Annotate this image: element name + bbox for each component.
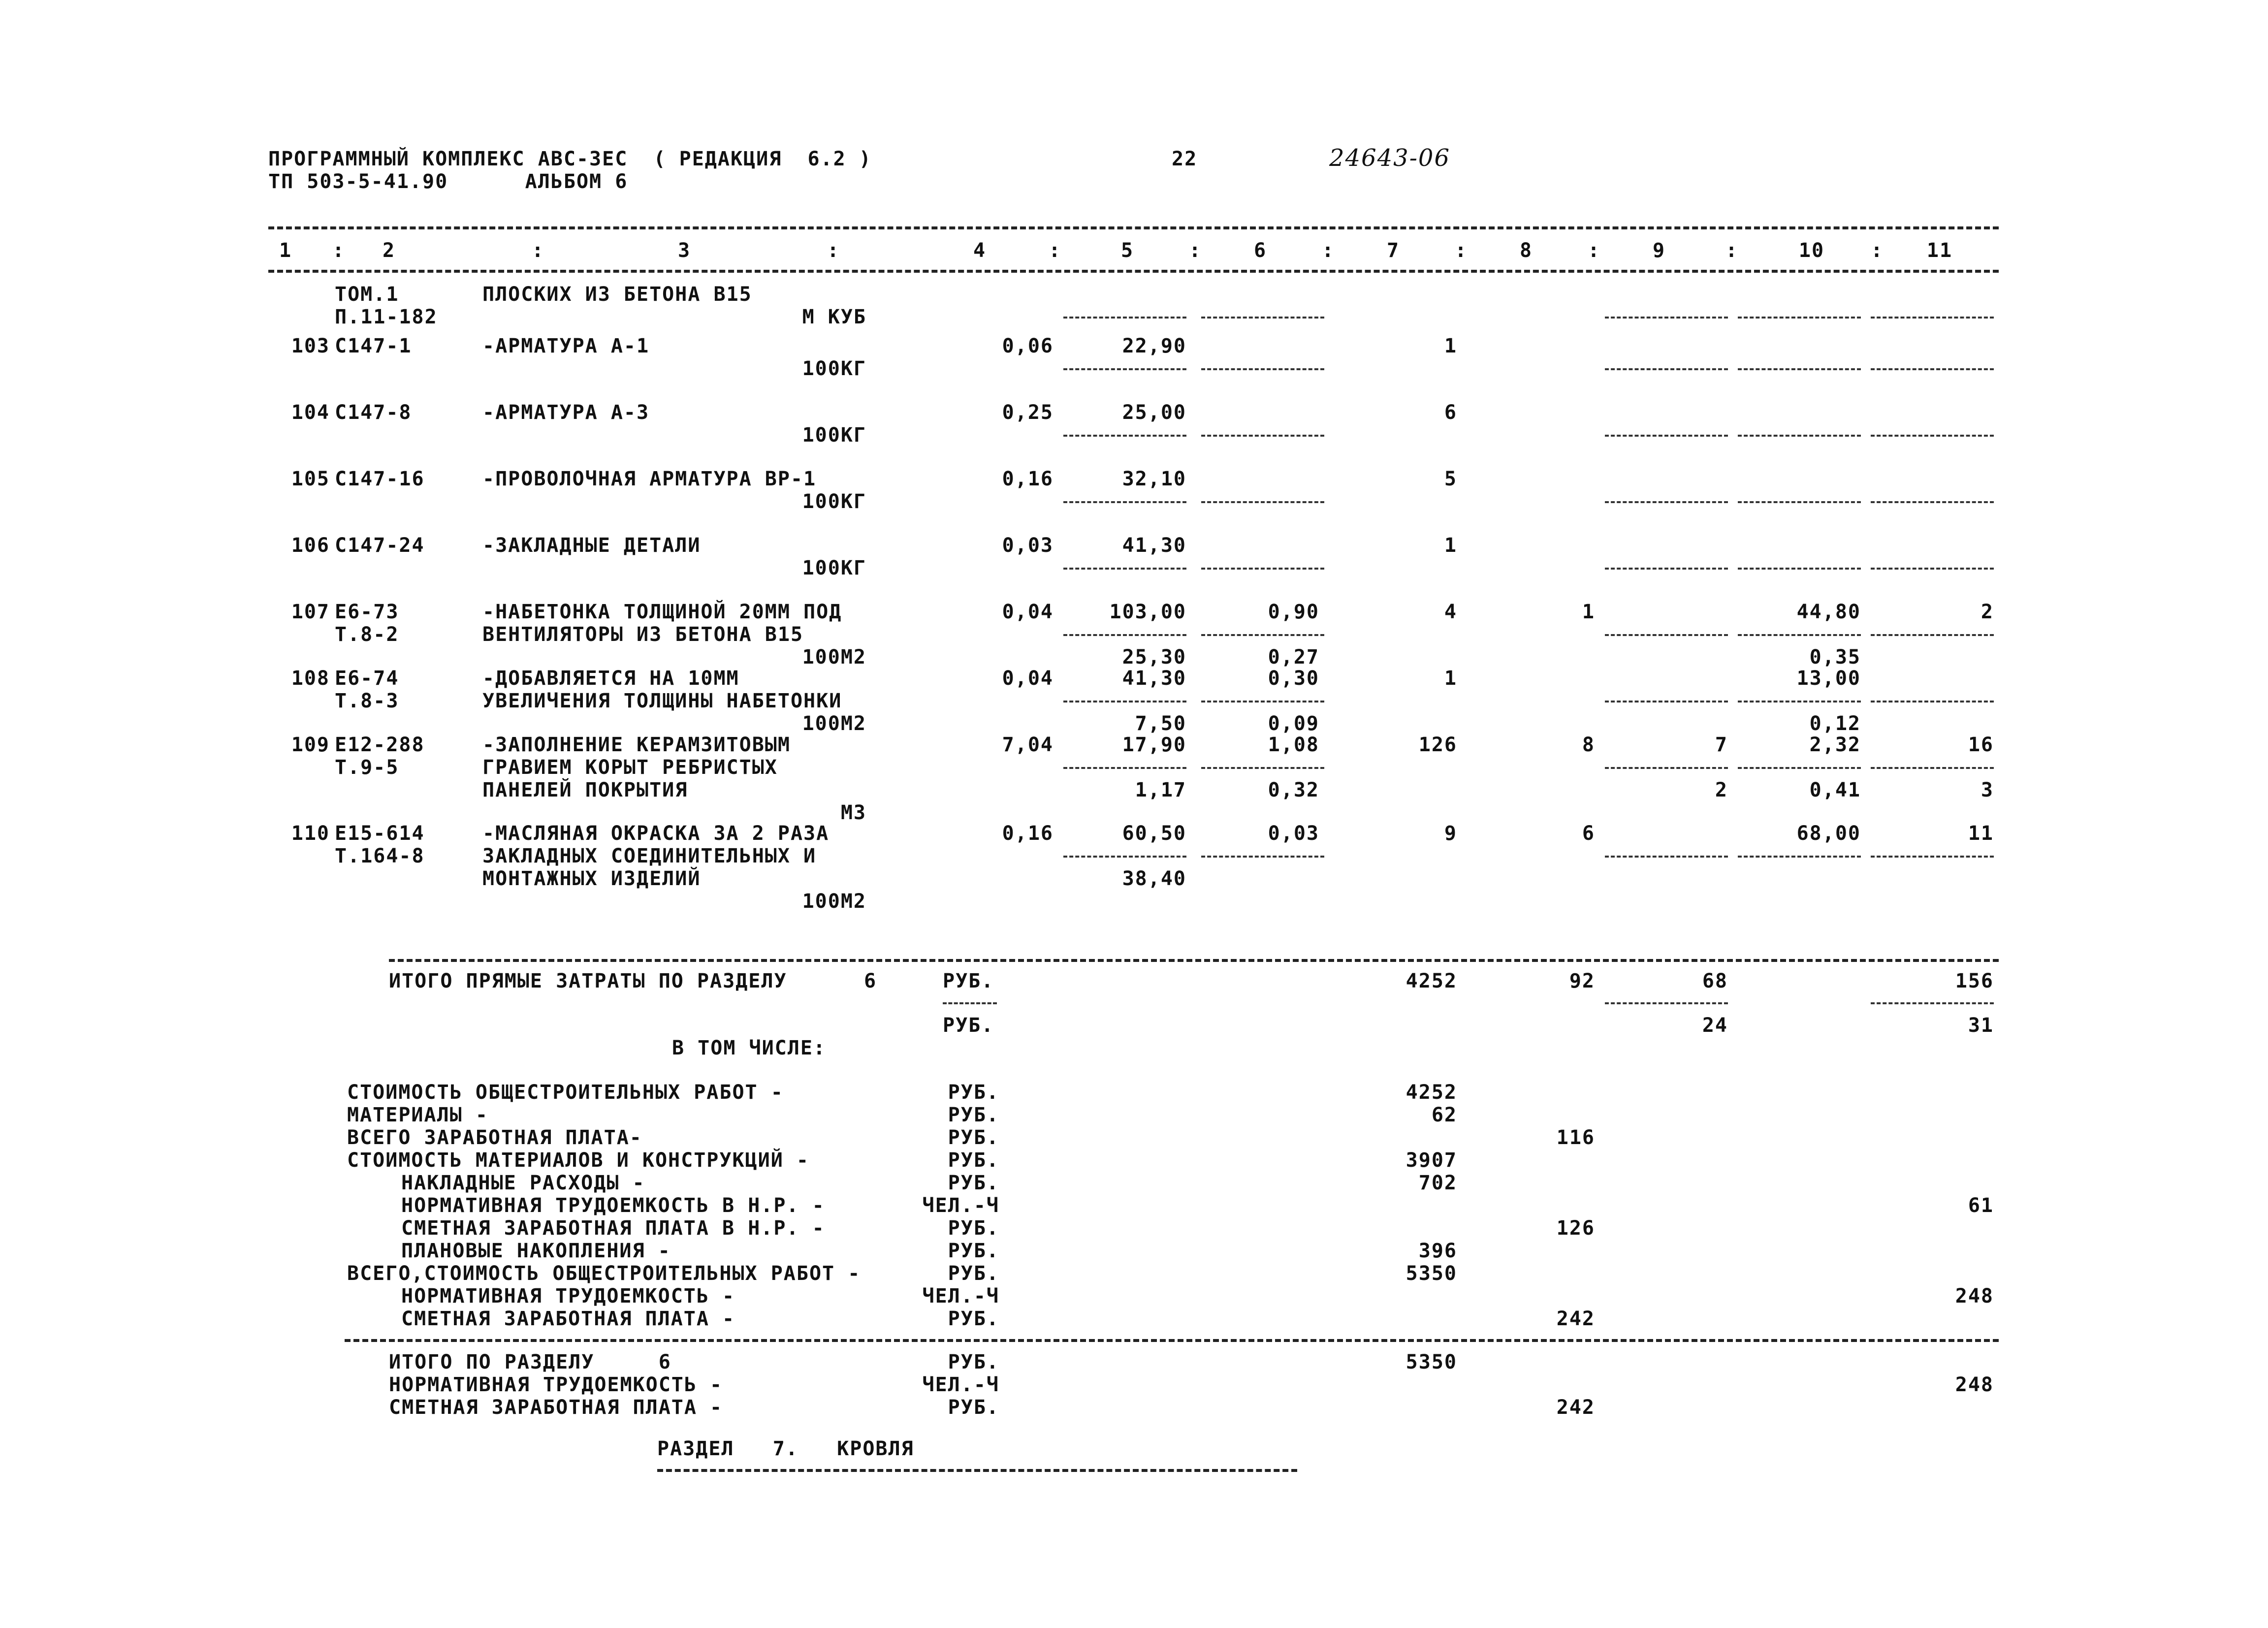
unit-cost: 17,90 xyxy=(1122,734,1186,756)
labor-total: 11 xyxy=(1968,822,1994,845)
total-cost: 1 xyxy=(1444,667,1457,690)
direct-costs-col7: 4252 xyxy=(1406,970,1457,992)
summary-col7: 5350 xyxy=(1406,1262,1457,1285)
row-number: 108 xyxy=(291,667,330,690)
quantity: 0,16 xyxy=(1002,822,1054,845)
total-cost: 1 xyxy=(1444,335,1457,357)
unit-cost: 41,30 xyxy=(1122,534,1186,557)
work-description: -ЗАКЛАДНЫЕ ДЕТАЛИ xyxy=(482,534,701,557)
summary-col8: 242 xyxy=(1556,1308,1595,1330)
summary-label: СТОИМОСТЬ МАТЕРИАЛОВ И КОНСТРУКЦИЙ - xyxy=(347,1149,809,1172)
cell-split-line xyxy=(1063,767,1186,769)
cell-split-line xyxy=(1871,634,1994,636)
summary-label: СМЕТНАЯ ЗАРАБОТНАЯ ПЛАТА - xyxy=(401,1308,735,1330)
unit-of-measure: 100КГ xyxy=(802,557,866,579)
wages-total: 1 xyxy=(1582,601,1595,623)
norm-code: Е6-73 xyxy=(335,601,399,623)
column-separator: : xyxy=(1455,239,1468,262)
machine-cost-wages: 0,27 xyxy=(1268,646,1319,669)
wages-total: 6 xyxy=(1582,822,1595,845)
column-separator: : xyxy=(1871,239,1884,262)
page-number: 22 xyxy=(1172,148,1198,170)
cell-split-line xyxy=(1063,701,1186,702)
summary-label: ПЛАНОВЫЕ НАКОПЛЕНИЯ - xyxy=(401,1240,671,1262)
column-number: 10 xyxy=(1798,239,1825,262)
column-separator: : xyxy=(827,239,840,262)
cell-split-line xyxy=(1063,634,1186,636)
summary-unit: ЧЕЛ.-Ч xyxy=(922,1194,999,1217)
norm-code: Е6-74 xyxy=(335,667,399,690)
machine-cost: 0,90 xyxy=(1268,601,1319,623)
summary-col11: 248 xyxy=(1955,1285,1994,1308)
machine-cost: 0,03 xyxy=(1268,822,1319,845)
labor-total: 16 xyxy=(1968,734,1994,756)
work-description: -НАБЕТОНКА ТОЛЩИНОЙ 20ММ ПОД xyxy=(482,601,842,623)
summary-unit: РУБ. xyxy=(948,1172,999,1194)
summary-unit: ЧЕЛ.-Ч xyxy=(922,1285,999,1308)
summary-unit: РУБ. xyxy=(948,1149,999,1172)
summary-label: НАКЛАДНЫЕ РАСХОДЫ - xyxy=(401,1172,645,1194)
column-separator: : xyxy=(1189,239,1202,262)
cell-split-line xyxy=(1201,435,1324,437)
work-description: ПАНЕЛЕЙ ПОКРЫТИЯ xyxy=(482,779,688,801)
work-description: -АРМАТУРА А-3 xyxy=(482,401,650,424)
cell-split-line xyxy=(1063,317,1186,319)
column-number: 1 xyxy=(279,239,292,262)
norm-code: С147-1 xyxy=(335,335,412,357)
operating-wages: 2 xyxy=(1715,779,1728,801)
sub-col11: 31 xyxy=(1968,1014,1994,1037)
work-description: -ПРОВОЛОЧНАЯ АРМАТУРА ВР-1 xyxy=(482,468,817,490)
cell-split-line xyxy=(1605,568,1728,570)
totals-top-rule xyxy=(389,959,1999,962)
column-number: 11 xyxy=(1926,239,1953,262)
column-number: 2 xyxy=(382,239,396,262)
norm-table-ref: Т.8-3 xyxy=(335,690,399,712)
unit-cost: 25,00 xyxy=(1122,401,1186,424)
norm-code: Е15-614 xyxy=(335,822,425,845)
column-number: 7 xyxy=(1386,239,1400,262)
unit-cost-wages: 7,50 xyxy=(1135,712,1186,735)
summary-label: ВСЕГО ЗАРАБОТНАЯ ПЛАТА- xyxy=(347,1126,642,1149)
project-header: ТП 503-5-41.90 АЛЬБОМ 6 xyxy=(268,170,628,193)
cell-split-line xyxy=(1738,501,1861,503)
cell-split-line xyxy=(1201,368,1324,370)
next-section-underline xyxy=(657,1469,1297,1472)
labor-total: 2 xyxy=(1981,601,1994,623)
cell-split-line xyxy=(1201,856,1324,858)
column-number: 6 xyxy=(1253,239,1267,262)
summary-label: НОРМАТИВНАЯ ТРУДОЕМКОСТЬ - xyxy=(401,1285,735,1308)
labor-unit: 13,00 xyxy=(1796,667,1861,690)
norm-table-ref: Т.8-2 xyxy=(335,623,399,646)
col9-dash-bar xyxy=(1605,1002,1728,1004)
row-number: 107 xyxy=(291,601,330,623)
cell-split-line xyxy=(1605,435,1728,437)
cell-split-line xyxy=(1871,435,1994,437)
col11-dash-bar xyxy=(1871,1002,1994,1004)
column-number: 5 xyxy=(1120,239,1134,262)
row-number: 105 xyxy=(291,468,330,490)
cell-split-line xyxy=(1605,634,1728,636)
sub-unit: РУБ. xyxy=(943,1014,994,1037)
section-total-col8: 242 xyxy=(1556,1396,1595,1419)
section-total-col11: 248 xyxy=(1955,1373,1994,1396)
cell-split-line xyxy=(1063,501,1186,503)
norm-code: ТОМ.1 xyxy=(335,283,399,306)
quantity: 0,04 xyxy=(1002,667,1054,690)
labor-unit-machine: 0,41 xyxy=(1809,779,1861,801)
cell-split-line xyxy=(1201,767,1324,769)
total-cost: 1 xyxy=(1444,534,1457,557)
cell-split-line xyxy=(1871,501,1994,503)
row-number: 104 xyxy=(291,401,330,424)
cell-split-line xyxy=(1738,634,1861,636)
unit-of-measure: 100М2 xyxy=(802,712,866,735)
cell-split-line xyxy=(1738,568,1861,570)
summary-unit: РУБ. xyxy=(948,1217,999,1240)
unit-cost-wages: 25,30 xyxy=(1122,646,1186,669)
cell-split-line xyxy=(1201,317,1324,319)
wages-total: 8 xyxy=(1582,734,1595,756)
labor-unit-machine: 0,12 xyxy=(1809,712,1861,735)
cell-split-line xyxy=(1063,568,1186,570)
norm-code: С147-24 xyxy=(335,534,425,557)
total-cost: 4 xyxy=(1444,601,1457,623)
unit-dash-bar xyxy=(943,1002,997,1004)
quantity: 0,04 xyxy=(1002,601,1054,623)
labor-unit: 68,00 xyxy=(1796,822,1861,845)
summary-col11: 61 xyxy=(1968,1194,1994,1217)
cell-split-line xyxy=(1738,368,1861,370)
including-label: В ТОМ ЧИСЛЕ: xyxy=(672,1037,826,1059)
cell-split-line xyxy=(1738,856,1861,858)
direct-costs-label: ИТОГО ПРЯМЫЕ ЗАТРАТЫ ПО РАЗДЕЛУ 6 xyxy=(389,970,877,992)
unit-cost: 41,30 xyxy=(1122,667,1186,690)
cell-split-line xyxy=(1201,634,1324,636)
column-number: 9 xyxy=(1652,239,1666,262)
unit-cost: 22,90 xyxy=(1122,335,1186,357)
direct-costs-unit: РУБ. xyxy=(943,970,994,992)
column-number: 3 xyxy=(677,239,691,262)
work-description: -ЗАПОЛНЕНИЕ КЕРАМЗИТОВЫМ xyxy=(482,734,791,756)
summary-unit: РУБ. xyxy=(948,1262,999,1285)
unit-cost: 32,10 xyxy=(1122,468,1186,490)
work-description: -ДОБАВЛЯЕТСЯ НА 10ММ xyxy=(482,667,739,690)
column-separator: : xyxy=(332,239,346,262)
summary-col7: 62 xyxy=(1431,1104,1457,1126)
cell-split-line xyxy=(1605,317,1728,319)
section-total-label: СМЕТНАЯ ЗАРАБОТНАЯ ПЛАТА - xyxy=(389,1396,723,1419)
cell-split-line xyxy=(1063,368,1186,370)
unit-of-measure: 100М2 xyxy=(802,646,866,669)
unit-cost: 60,50 xyxy=(1122,822,1186,845)
quantity: 0,16 xyxy=(1002,468,1054,490)
machine-cost-wages: 0,32 xyxy=(1268,779,1319,801)
summary-unit: РУБ. xyxy=(948,1126,999,1149)
work-description: ВЕНТИЛЯТОРЫ ИЗ БЕТОНА В15 xyxy=(482,623,804,646)
norm-code: Е12-288 xyxy=(335,734,425,756)
cell-split-line xyxy=(1871,701,1994,702)
labor-unit: 2,32 xyxy=(1809,734,1861,756)
cell-split-line xyxy=(1738,701,1861,702)
work-description: ГРАВИЕМ КОРЫТ РЕБРИСТЫХ xyxy=(482,756,778,779)
summary-unit: РУБ. xyxy=(948,1308,999,1330)
quantity: 7,04 xyxy=(1002,734,1054,756)
cell-split-line xyxy=(1605,767,1728,769)
work-description: МОНТАЖНЫХ ИЗДЕЛИЙ xyxy=(482,867,701,890)
unit-of-measure: 100КГ xyxy=(802,424,866,447)
cell-split-line xyxy=(1871,317,1994,319)
program-header: ПРОГРАММНЫЙ КОМПЛЕКС АВС-3ЕС ( РЕДАКЦИЯ 6.2 ) xyxy=(268,148,872,170)
section-totals-rule xyxy=(345,1339,1999,1342)
summary-label: ВСЕГО,СТОИМОСТЬ ОБЩЕСТРОИТЕЛЬНЫХ РАБОТ - xyxy=(347,1262,861,1285)
norm-table-ref: Т.164-8 xyxy=(335,845,425,867)
work-description: -МАСЛЯНАЯ ОКРАСКА ЗА 2 РАЗА xyxy=(482,822,830,845)
unit-of-measure: М3 xyxy=(840,801,866,824)
sub-col9: 24 xyxy=(1702,1014,1728,1037)
cell-split-line xyxy=(1063,435,1186,437)
summary-unit: РУБ. xyxy=(948,1240,999,1262)
labor-total-machine: 3 xyxy=(1981,779,1994,801)
column-number: 8 xyxy=(1519,239,1533,262)
operating-cost: 7 xyxy=(1715,734,1728,756)
unit-cost: 103,00 xyxy=(1109,601,1186,623)
cell-split-line xyxy=(1871,568,1994,570)
row-number: 109 xyxy=(291,734,330,756)
norm-table-ref: П.11-182 xyxy=(335,306,438,328)
quantity: 0,06 xyxy=(1002,335,1054,357)
labor-unit: 44,80 xyxy=(1796,601,1861,623)
cell-split-line xyxy=(1605,368,1728,370)
next-section-title: РАЗДЕЛ 7. КРОВЛЯ xyxy=(657,1437,914,1460)
summary-label: СМЕТНАЯ ЗАРАБОТНАЯ ПЛАТА В Н.Р. - xyxy=(401,1217,825,1240)
column-separator: : xyxy=(1322,239,1335,262)
direct-costs-col9: 68 xyxy=(1702,970,1728,992)
quantity: 0,03 xyxy=(1002,534,1054,557)
norm-table-ref: Т.9-5 xyxy=(335,756,399,779)
summary-col7: 702 xyxy=(1418,1172,1457,1194)
quantity: 0,25 xyxy=(1002,401,1054,424)
direct-costs-col8: 92 xyxy=(1569,970,1595,992)
direct-costs-col11: 156 xyxy=(1955,970,1994,992)
total-cost: 5 xyxy=(1444,468,1457,490)
document-stamp: 24643-06 xyxy=(1329,144,1450,172)
section-total-unit: ЧЕЛ.-Ч xyxy=(922,1373,999,1396)
column-separator: : xyxy=(1725,239,1739,262)
section-total-col7: 5350 xyxy=(1406,1351,1457,1373)
column-separator: : xyxy=(1588,239,1601,262)
summary-unit: РУБ. xyxy=(948,1081,999,1104)
cell-split-line xyxy=(1738,435,1861,437)
section-total-label: ИТОГО ПО РАЗДЕЛУ 6 xyxy=(389,1351,671,1373)
work-description: -АРМАТУРА А-1 xyxy=(482,335,650,357)
summary-col8: 126 xyxy=(1556,1217,1595,1240)
cell-split-line xyxy=(1738,767,1861,769)
total-cost: 126 xyxy=(1418,734,1457,756)
column-separator: : xyxy=(1049,239,1062,262)
column-separator: : xyxy=(532,239,545,262)
summary-col7: 4252 xyxy=(1406,1081,1457,1104)
section-total-unit: РУБ. xyxy=(948,1351,999,1373)
cell-split-line xyxy=(1201,701,1324,702)
unit-cost-wages: 38,40 xyxy=(1122,867,1186,890)
total-cost: 9 xyxy=(1444,822,1457,845)
section-total-unit: РУБ. xyxy=(948,1396,999,1419)
machine-cost: 0,30 xyxy=(1268,667,1319,690)
work-description: ЗАКЛАДНЫХ СОЕДИНИТЕЛЬНЫХ И xyxy=(482,845,817,867)
row-number: 110 xyxy=(291,822,330,845)
summary-label: МАТЕРИАЛЫ - xyxy=(347,1104,488,1126)
summary-col7: 396 xyxy=(1418,1240,1457,1262)
unit-of-measure: 100М2 xyxy=(802,890,866,913)
table-top-rule xyxy=(268,226,1999,229)
unit-cost-wages: 1,17 xyxy=(1135,779,1186,801)
table-header-rule xyxy=(268,270,1999,273)
cell-split-line xyxy=(1605,856,1728,858)
work-description: ПЛОСКИХ ИЗ БЕТОНА В15 xyxy=(482,283,752,306)
row-number: 103 xyxy=(291,335,330,357)
row-number: 106 xyxy=(291,534,330,557)
labor-unit-machine: 0,35 xyxy=(1809,646,1861,669)
column-number: 4 xyxy=(973,239,987,262)
unit-of-measure: 100КГ xyxy=(802,490,866,513)
unit-of-measure: М КУБ xyxy=(802,306,866,328)
cell-split-line xyxy=(1871,368,1994,370)
cell-split-line xyxy=(1605,501,1728,503)
section-total-label: НОРМАТИВНАЯ ТРУДОЕМКОСТЬ - xyxy=(389,1373,723,1396)
machine-cost-wages: 0,09 xyxy=(1268,712,1319,735)
norm-code: С147-16 xyxy=(335,468,425,490)
cell-split-line xyxy=(1063,856,1186,858)
cell-split-line xyxy=(1605,701,1728,702)
cell-split-line xyxy=(1871,767,1994,769)
total-cost: 6 xyxy=(1444,401,1457,424)
work-description: УВЕЛИЧЕНИЯ ТОЛЩИНЫ НАБЕТОНКИ xyxy=(482,690,842,712)
norm-code: С147-8 xyxy=(335,401,412,424)
summary-col7: 3907 xyxy=(1406,1149,1457,1172)
unit-of-measure: 100КГ xyxy=(802,357,866,380)
cell-split-line xyxy=(1738,317,1861,319)
summary-col8: 116 xyxy=(1556,1126,1595,1149)
summary-label: СТОИМОСТЬ ОБЩЕСТРОИТЕЛЬНЫХ РАБОТ - xyxy=(347,1081,784,1104)
machine-cost: 1,08 xyxy=(1268,734,1319,756)
summary-label: НОРМАТИВНАЯ ТРУДОЕМКОСТЬ В Н.Р. - xyxy=(401,1194,825,1217)
cell-split-line xyxy=(1871,856,1994,858)
cell-split-line xyxy=(1201,568,1324,570)
cell-split-line xyxy=(1201,501,1324,503)
summary-unit: РУБ. xyxy=(948,1104,999,1126)
